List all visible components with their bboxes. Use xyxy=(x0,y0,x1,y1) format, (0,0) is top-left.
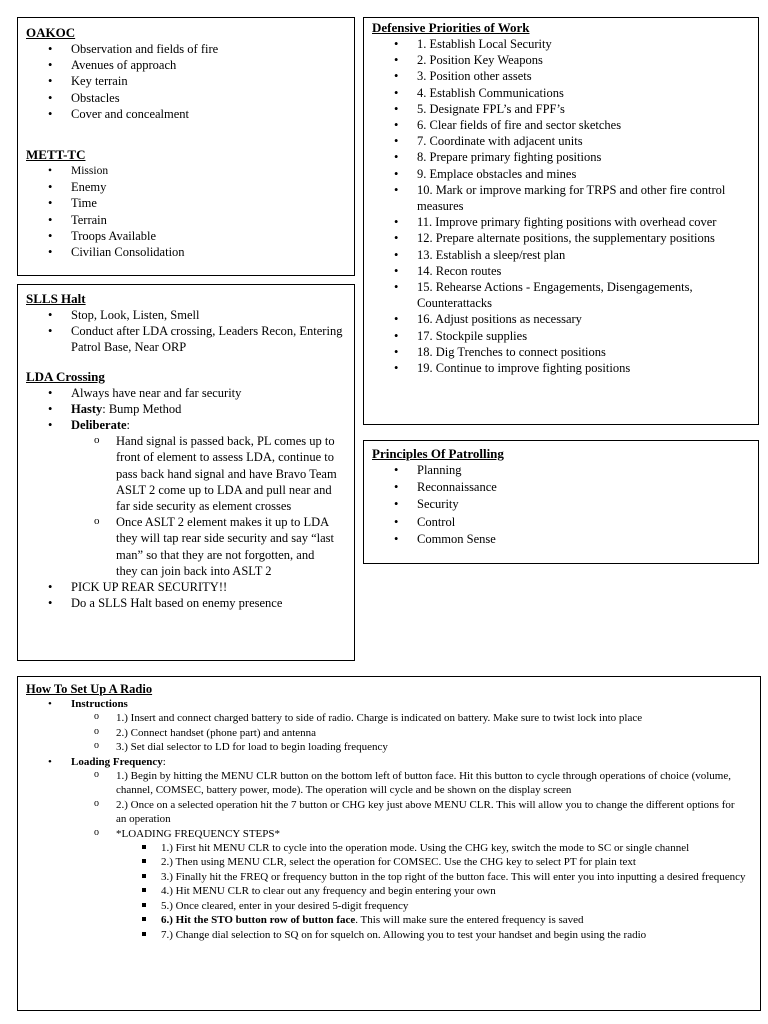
patrolling-heading: Principles Of Patrolling xyxy=(372,446,504,461)
sub-list-item: o 1.) Insert and connect charged battery to side of radio. Charge is indicated on battery. Make sure to twist lock into place xyxy=(26,711,746,725)
list-item: • Stop, Look, Listen, Smell xyxy=(26,307,348,323)
lda-list xyxy=(26,385,348,612)
slls-heading: SLLS Halt xyxy=(26,291,86,306)
instructions-label: Instructions xyxy=(71,698,128,710)
oakoc-heading: OAKOC xyxy=(26,25,76,40)
hasty-text: : Bump Method xyxy=(102,401,182,416)
list-item xyxy=(26,755,746,769)
list-item: • Cover and concealment xyxy=(26,106,348,122)
list-item: • 19. Continue to improve fighting positions xyxy=(372,360,732,376)
sub-list-item: o Once ASLT 2 element makes it up to LDA they will tap rear side security and say “last man” so that they are not forgotten, and they can join back into ASLT 2 xyxy=(26,514,348,579)
list-item: • Obstacles xyxy=(26,90,348,106)
list-item: • Observation and fields of fire xyxy=(26,41,348,57)
slls-lda-box xyxy=(17,284,355,661)
list-item: • 7. Coordinate with adjacent units xyxy=(372,133,732,149)
list-item: • Avenues of approach xyxy=(26,57,348,73)
list-item: • 3. Position other assets xyxy=(372,68,732,84)
radio-list xyxy=(26,697,752,942)
list-item: • Conduct after LDA crossing, Leaders Recon, Entering Patrol Base, Near ORP xyxy=(26,323,348,355)
list-item: • 4. Establish Communications xyxy=(372,85,732,101)
list-item: • 9. Emplace obstacles and mines xyxy=(372,166,732,182)
defensive-list xyxy=(372,36,752,376)
step6-bold: 6.) Hit the STO button row of button face xyxy=(161,914,356,927)
list-item xyxy=(26,417,348,433)
step-item: 5.) Once cleared, enter in your desired 5-digit frequency xyxy=(26,899,746,913)
radio-box xyxy=(17,676,761,1011)
list-item: • 10. Mark or improve marking for TRPS and other fire control measures xyxy=(372,182,732,214)
list-item: • 1. Establish Local Security xyxy=(372,36,732,52)
list-item: • Always have near and far security xyxy=(26,385,348,401)
list-item: • 8. Prepare primary fighting positions xyxy=(372,149,732,165)
sub-list-item: o 2.) Once on a selected operation hit the 7 button or CHG key just above MENU CLR. This will allow you to change the different options for an operation xyxy=(26,798,746,827)
list-item: • 17. Stockpile supplies xyxy=(372,328,732,344)
list-item: • Troops Available xyxy=(26,228,348,244)
list-item: • 16. Adjust positions as necessary xyxy=(372,311,732,327)
step-item: 1.) First hit MENU CLR to cycle into the operation mode. Using the CHG key, switch the mode to SC or single channel xyxy=(26,841,746,855)
patrolling-list xyxy=(372,462,752,548)
list-item: • Civilian Consolidation xyxy=(26,244,348,260)
list-item xyxy=(26,697,746,711)
list-item: • Planning xyxy=(372,462,752,479)
list-item: • Common Sense xyxy=(372,531,752,548)
step-item: 7.) Change dial selection to SQ on for squelch on. Allowing you to test your handset and begin using the radio xyxy=(26,928,746,942)
oakoc-mettc-box xyxy=(17,17,355,276)
list-item: • 13. Establish a sleep/rest plan xyxy=(372,247,732,263)
list-item xyxy=(26,401,348,417)
lda-heading: LDA Crossing xyxy=(26,368,105,384)
list-item: • 18. Dig Trenches to connect positions xyxy=(372,344,732,360)
sub-list-item: o *LOADING FREQUENCY STEPS* xyxy=(26,827,746,841)
list-item: • Do a SLLS Halt based on enemy presence xyxy=(26,595,348,611)
list-item: • 2. Position Key Weapons xyxy=(372,52,732,68)
list-item: • Reconnaissance xyxy=(372,479,752,496)
list-item: • Time xyxy=(26,195,348,211)
step-item: 2.) Then using MENU CLR, select the operation for COMSEC. Use the CHG key to select PT for plain text xyxy=(26,855,746,869)
loading-label: Loading Frequency xyxy=(71,755,163,768)
list-item: • 14. Recon routes xyxy=(372,263,732,279)
list-item: • 15. Rehearse Actions - Engagements, Disengagements, Counterattacks xyxy=(372,279,732,311)
hasty-label: Hasty xyxy=(71,401,103,416)
list-item: • 6. Clear fields of fire and sector sketches xyxy=(372,117,732,133)
step-item xyxy=(26,913,746,927)
step-item: 4.) Hit MENU CLR to clear out any frequency and begin entering your own xyxy=(26,884,746,898)
list-item: • Mission xyxy=(26,163,348,179)
radio-heading: How To Set Up A Radio xyxy=(26,682,153,696)
step-item: 3.) Finally hit the FREQ or frequency button in the top right of the button face. This will enter you into inputting a desired frequency xyxy=(26,870,746,884)
sub-list-item: o Hand signal is passed back, PL comes up to front of element to assess LDA, continue to pass back hand signal and have Bravo Team ASLT 2 come up to LDA and pull near and far side security as element crosses xyxy=(26,433,348,514)
step6-rest: . This will make sure the entered frequency is saved xyxy=(355,914,584,927)
list-item: • 12. Prepare alternate positions, the supplementary positions xyxy=(372,230,732,246)
defensive-heading: Defensive Priorities of Work xyxy=(372,20,530,35)
list-item: • Enemy xyxy=(26,179,348,195)
list-item: • Terrain xyxy=(26,212,348,228)
list-item: • 11. Improve primary fighting positions with overhead cover xyxy=(372,214,732,230)
list-item: • Key terrain xyxy=(26,73,348,89)
list-item: • Control xyxy=(372,514,752,531)
deliberate-colon: : xyxy=(126,418,131,433)
defensive-priorities-box xyxy=(363,17,759,425)
mettc-heading: METT-TC xyxy=(26,147,86,163)
slls-list xyxy=(26,307,348,356)
oakoc-list xyxy=(26,41,348,122)
sub-list-item: o 3.) Set dial selector to LD for load to begin loading frequency xyxy=(26,740,746,754)
loading-colon: : xyxy=(162,755,166,768)
list-item: • PICK UP REAR SECURITY!! xyxy=(26,579,348,595)
list-item: • Security xyxy=(372,496,752,513)
mettc-list xyxy=(26,163,348,260)
sub-list-item: o 2.) Connect handset (phone part) and antenna xyxy=(26,726,746,740)
list-item: • 5. Designate FPL’s and FPF’s xyxy=(372,101,732,117)
sub-list-item: o 1.) Begin by hitting the MENU CLR button on the bottom left of button face. Hit this button to cycle through operations of choice (volume, channel, COMSEC, battery power, mode). The operation will cycle and be shown on the display screen xyxy=(26,769,746,798)
patrolling-box xyxy=(363,440,759,564)
deliberate-label: Deliberate xyxy=(71,418,127,433)
